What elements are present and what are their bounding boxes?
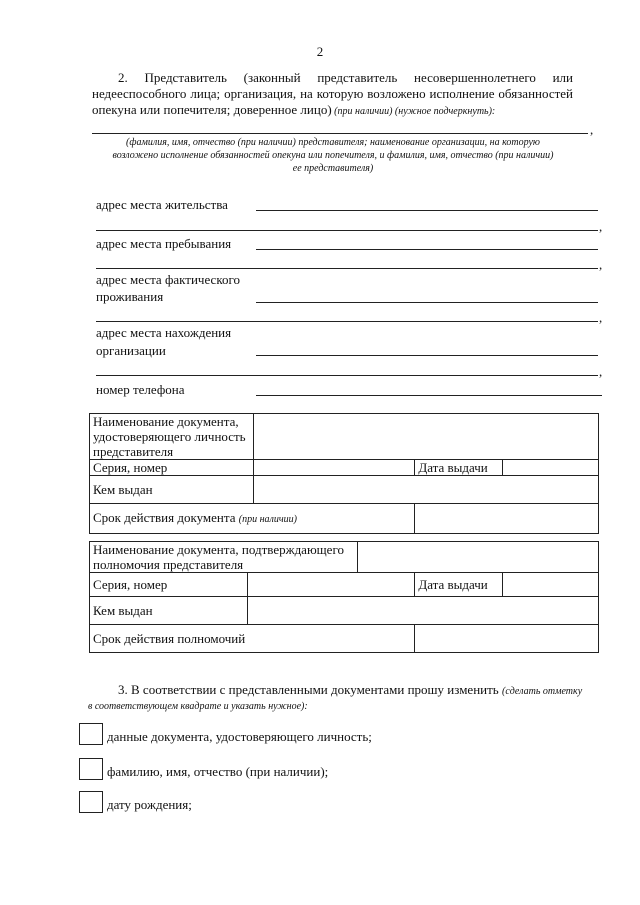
authority-issue-date-field[interactable] bbox=[503, 573, 599, 597]
stay-address-field-2[interactable] bbox=[96, 268, 598, 269]
section3-note-text: (сделать отметку bbox=[501, 686, 583, 697]
option-checkbox-birth-date[interactable] bbox=[79, 791, 103, 813]
authority-doc-name-field[interactable] bbox=[357, 542, 598, 573]
identity-issue-date-label: Дата выдачи bbox=[415, 460, 503, 476]
identity-document-table bbox=[89, 413, 599, 534]
org-address-field-2[interactable] bbox=[96, 375, 598, 376]
table-row bbox=[90, 504, 599, 534]
actual-address-label-1: адрес места фактического bbox=[96, 272, 240, 287]
representative-caption bbox=[92, 136, 574, 175]
caption-line2: возложено исполнение обязанностей опекуна или попечителя, и фамилия, имя, отчество (при наличии) bbox=[112, 150, 554, 161]
identity-series-label: Серия, номер bbox=[90, 460, 254, 476]
actual-address-field-2[interactable] bbox=[96, 321, 598, 322]
table-row bbox=[90, 414, 599, 460]
authority-series-label: Серия, номер bbox=[90, 573, 248, 597]
identity-series-field[interactable] bbox=[253, 460, 415, 476]
stay-address-label: адрес места пребывания bbox=[96, 236, 232, 251]
residence-address-field-2[interactable] bbox=[96, 230, 598, 231]
actual-address-field[interactable] bbox=[256, 302, 598, 303]
residence-address-field[interactable] bbox=[256, 210, 598, 211]
caption-line3: ее представителя) bbox=[292, 163, 374, 174]
org-address-label-1: адрес места нахождения bbox=[96, 325, 232, 340]
section2-line3-note: (при наличии) (нужное подчеркнуть): bbox=[331, 106, 496, 117]
page-number: 2 bbox=[316, 44, 324, 59]
caption-line1: (фамилия, имя, отчество (при наличии) представителя; наименование организации, на которую bbox=[126, 137, 540, 148]
option-checkbox-identity-document[interactable] bbox=[79, 723, 103, 745]
authority-series-field[interactable] bbox=[247, 573, 415, 597]
authority-issued-by-label: Кем выдан bbox=[90, 597, 248, 625]
table-row bbox=[90, 573, 599, 597]
table-row bbox=[90, 460, 599, 476]
actual-comma: , bbox=[599, 310, 603, 325]
org-address-label-2: организации bbox=[96, 343, 166, 358]
option-label-birth-date: дату рождения; bbox=[107, 797, 192, 812]
option-label-identity-document: данные документа, удостоверяющего личность; bbox=[107, 729, 372, 744]
stay-comma: , bbox=[599, 257, 603, 272]
table-row bbox=[90, 476, 599, 504]
section2-line3-main: опекуна или попечителя; доверенное лицо) bbox=[92, 102, 332, 117]
authority-validity-label: Срок действия полномочий bbox=[90, 625, 415, 653]
org-comma: , bbox=[599, 364, 603, 379]
actual-address-label-2: проживания bbox=[96, 289, 164, 304]
section2-line1: 2. Представитель (законный представитель несовершеннолетнего или bbox=[118, 70, 573, 85]
identity-doc-name-label: Наименование документа, удостоверяющего личность представителя bbox=[90, 414, 254, 460]
section3-line1 bbox=[118, 682, 582, 700]
authority-issue-date-label: Дата выдачи bbox=[415, 573, 503, 597]
section3-main-text: 3. В соответствии с представленными документами прошу изменить bbox=[118, 682, 502, 697]
representative-line-comma: , bbox=[590, 122, 594, 137]
identity-issued-by-label: Кем выдан bbox=[90, 476, 254, 504]
identity-doc-name-field[interactable] bbox=[253, 414, 598, 460]
authority-doc-name-label: Наименование документа, подтверждающего полномочия представителя bbox=[90, 542, 358, 573]
table-row bbox=[90, 597, 599, 625]
identity-validity-label: Срок действия документа (при наличии) bbox=[90, 504, 415, 534]
identity-issued-by-field[interactable] bbox=[253, 476, 598, 504]
authority-validity-field[interactable] bbox=[415, 625, 599, 653]
section2-line3 bbox=[92, 102, 495, 120]
table-row bbox=[90, 542, 599, 573]
residence-comma: , bbox=[599, 219, 603, 234]
identity-validity-field[interactable] bbox=[415, 504, 599, 534]
org-address-field[interactable] bbox=[256, 355, 598, 356]
identity-issue-date-field[interactable] bbox=[503, 460, 599, 476]
representative-name-line[interactable] bbox=[92, 133, 588, 134]
option-label-full-name: фамилию, имя, отчество (при наличии); bbox=[107, 764, 329, 779]
phone-label: номер телефона bbox=[96, 382, 185, 397]
authority-document-table bbox=[89, 541, 599, 653]
phone-field[interactable] bbox=[256, 395, 602, 396]
section3-line2: в соответствующем квадрате и указать нужное): bbox=[88, 701, 308, 712]
option-checkbox-full-name[interactable] bbox=[79, 758, 103, 780]
stay-address-field[interactable] bbox=[256, 249, 598, 250]
table-row bbox=[90, 625, 599, 653]
residence-address-label: адрес места жительства bbox=[96, 197, 228, 212]
section2-line2: недееспособного лица; организация, на которую возложено исполнение обязанностей bbox=[92, 86, 573, 101]
authority-issued-by-field[interactable] bbox=[247, 597, 598, 625]
